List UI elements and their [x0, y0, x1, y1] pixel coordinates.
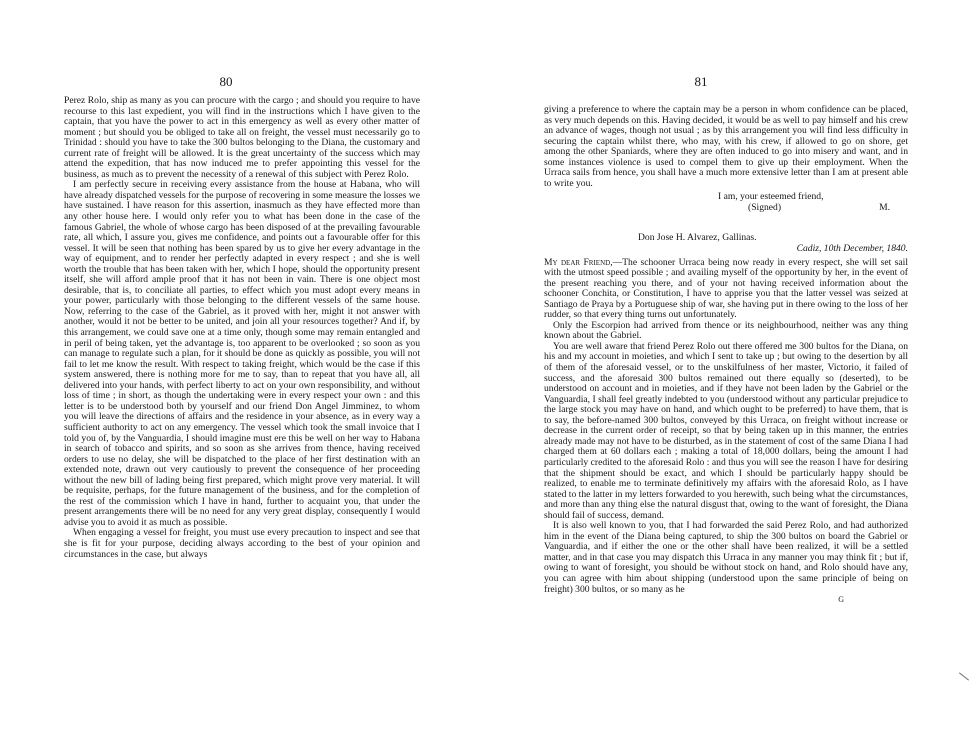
letter-dateline: Cadiz, 10th December, 1840. — [796, 243, 908, 255]
letter-closing: I am, your esteemed friend, — [718, 191, 824, 203]
left-page — [0, 0, 480, 751]
right-paragraph-4: It is also well known to you, that I had forwarded the said Perez Rolo, and had authorized him in the event of the Diana being captured, to ship the 300 bultos on board the Gabriel or Vanguardia, and if either the one or the other shall have been realized, it will be a settled matter, and in that case you may dispatch this Urraca in any manner you may think fit ; but if, owing to want of foresight, you should be without stock on hand, and Rolo should have any, you can agree with him about shipping (understood upon the same principle of being on freight) 300 bultos, or so many as he — [544, 520, 908, 595]
right-page-text — [544, 105, 908, 606]
right-page — [490, 0, 980, 751]
page-number-left: 80 — [219, 74, 233, 89]
left-paragraph-1: Perez Rolo, ship as many as you can procure with the cargo ; and should you require to have recourse to this last expedient, you will find in the instructions which I have given to the captain, that you have the power to act in this emergency as well as every other matter of moment ; but should you be obliged to take all on freight, the vessel must necessarily go to Trinidad : should you have to take the 300 bultos belonging to the Diana, the customary and current rate of freight will be allowed. It is the great uncertainty of the success which may attend the expedition, that has now induced me to prefer appointing this vessel for the business, as much as to prevent the necessity of a renewal of this subject with Perez Rolo. — [64, 95, 420, 180]
right-paragraph-1-text: —The schooner Urraca being now ready in every respect, she will set sail with the utmost speed possible ; and availing myself of the opportunity by her, in the event of the present reaching you there, and of your not having received information about the schooner Conchita, or Constitution, I have to apprise you that the latter vessel was seized at Santiago de Praya by a Portuguese ship of war, she having put in there owing to the loss of her rudder, so that every thing turns out unfortunately. — [544, 256, 908, 321]
left-paragraph-2: I am perfectly secure in receiving every assistance from the house at Habana, who will have already dispatched vessels for the purpose of recovering in some measure the losses we have sustained. I have reason for this assertion, inasmuch as they have effected more than any other house here. I would only refer you to what has been done in the case of the famous Gabriel, the whole of whose cargo has been disposed of at the prevailing favourable rate, all which, I assure you, gives me confidence, and points out a favourable offer for this vessel. It will be seen that nothing has been spared by us to give her every advantage in the way of equipment, and to render her perfectly adapted in every respect ; and she is well worth the trouble that has been taken with her, which I hope, should the opportunity present itself, she will afford ample proof that it has not been in vain. There is one object most desirable, that is, to conciliate all parties, to effect which you must adopt every means in your power, particularly with those belonging to the different vessels of the same house. Now, referring to the case of the Gabriel, as it proved with her, might it not answer with another, would it not be better to be united, and join all your resources together? And if, by this arrangement, we could save one at a time only, though some may remain entangled and in peril of being taken, yet the advantage is, too apparent to be overlooked ; so soon as you can manage to regulate such a plan, for it should be done as quickly as possible, you will not fail to let me know the result. With respect to taking freight, which would be the case if this system answered, there is nothing more for me to say, than to repeat that you have all, all delivered into your hands, with perfect liberty to act on your own responsibility, and without loss of time ; in short, as though the undertaking were in every respect your own : and this letter is to be understood both by yourself and our friend Don Angel Jimminez, to whom you will leave the directions of affairs and the residence in your absence, as in every way a sufficient authority to act on any emergency. The vessel which took the small invoice that I told you of, by the Vanguardia, I should imagine must ere this be well on her way to Habana in search of tobacco and spirits, and so soon as she arrives from thence, having received orders to use no delay, she will be dispatched to the place of her first destination with an extended note, drawn out very cautiously to prevent the consequence of her proceeding without the new bill of lading being first prepared, which might prove very material. It will be requisite, perhaps, for the future management of the business, and for the completion of the rest of the commission which I have in hand, further to acquaint you, that under the present arrangements there will be no need for any very great display, consequently I would advise you to avoid it as much as possible. — [64, 179, 420, 528]
signature-mark: G — [838, 595, 844, 605]
right-paragraph-1 — [544, 258, 908, 321]
right-paragraph-opening: giving a preference to where the captain may be a person in whom confidence can be placed, as very much depends on this. Having decided, it would be as well to pay himself and his crew an advance of wages, though not usual ; as by this arrangement you will find less difficulty in securing the captain whilst there, who may, with his crew, if allowed to go on shore, get among the other Spaniards, where they are often induced to go into misery and want, and in some instances violence is used to compel them to give up their employment. When the Urraca sails from hence, you shall have a much more extensive letter than I am at present able to write you. — [544, 104, 908, 189]
letter-signed — [544, 203, 908, 214]
left-page-text — [64, 96, 420, 560]
page-number-right: 81 — [694, 74, 708, 89]
right-paragraph-2: Only the Escorpion had arrived from thence or its neighbourhood, neither was any thing known about the Gabriel. — [544, 319, 908, 342]
left-paragraph-3: When engaging a vessel for freight, you must use every precaution to inspect and see that she is fit for your purpose, deciding always according to the best of your opinion and circumstances in the case, but always — [64, 527, 420, 560]
letter-addressee: Don Jose H. Alvarez, Gallinas. — [638, 232, 757, 244]
letter-salutation: My dear Friend, — [544, 256, 613, 268]
signature-initial: M. — [879, 201, 890, 213]
signed-label: (Signed) — [748, 201, 782, 213]
right-paragraph-3: You are well aware that friend Perez Rolo out there offered me 300 bultos for the Diana, on his and my account in moieties, and which I sent to take up ; but owing to the desertion by all of them of the aforesaid vessel, or to the unskilfulness of her master, Victorio, it failed of success, and the aforesaid 300 bultos remained out there equally so (deserted), to be understood on account and in moieties, and if they have not been laden by the Gabriel or the Vanguardia, I shall feel greatly indebted to you (understood without any particular prejudice to the large stock you may have on hand, and which ought to be preferred) to have them, that is to say, the before-named 300 bultos, conveyed by this Urraca, on freight without increase or decrease in the current order of receipt, so that by being taken up in this manner, the entries already made may not have to be disturbed, as in the statement of cost of the same Diana I had charged them at 60 dollars each ; making a total of 18,000 dollars, being the amount I had particularly credited to the aforesaid Rolo : and thus you will see the reason I have for desiring that the shipment should be exact, and which I should be particularly happy should be realized, to enable me to terminate definitively my affairs with the aforesaid Rolo, as I have stated to the latter in my letters forwarded to you herewith, such being what the circumstances, and more than any thing else the natural disgust that, owing to the want of foresight, the Diana should fail of success, demand. — [544, 340, 908, 521]
